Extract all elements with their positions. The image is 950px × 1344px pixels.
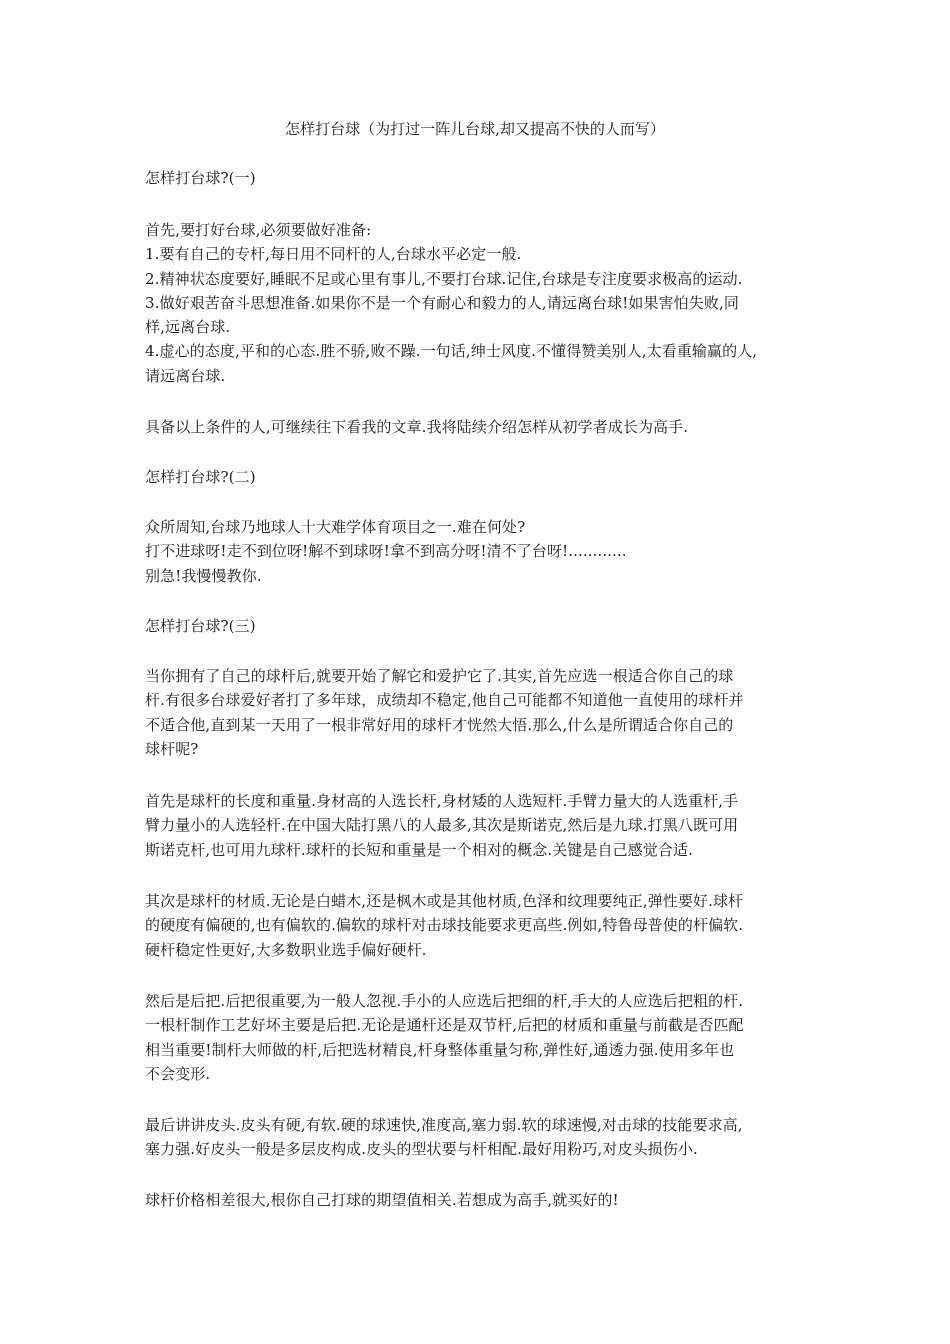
paragraph-line: 具备以上条件的人,可继续往下看我的文章.我将陆续介绍怎样从初学者成长为高手.	[145, 418, 689, 436]
paragraph-line: 其次是球杆的材质.无论是白蜡木,还是枫木或是其他材质,色泽和纹理要纯正,弹性要好.球杆	[145, 892, 744, 910]
paragraph-line: 塞力强.好皮头一般是多层皮构成.皮头的型状要与杆相配.最好用粉巧,对皮头损伤小.	[145, 1140, 698, 1159]
section-heading-3	[145, 614, 815, 638]
paragraph-continue	[145, 415, 815, 439]
paragraph-line: 然后是后把.后把很重要,为一般人忽视.手小的人应选后把细的杆,手大的人应选后把粗的杆.	[145, 992, 744, 1010]
paragraph-line: 球杆呢?	[145, 739, 199, 758]
paragraph-line: 相当重要!制杆大师做的杆,后把选材精良,杆身整体重量匀称,弹性好,通透力强.使用多年也	[145, 1040, 735, 1059]
paragraph-line: 打不进球呀!走不到位呀!解不到球呀!拿不到高分呀!清不了台呀!............	[145, 542, 627, 561]
paragraph-line: 当你拥有了自己的球杆后,就要开始了解它和爱护它了.其实,首先应选一根适合你自己的球	[145, 667, 734, 685]
list-item-1: 1.要有自己的专杆,每日用不同杆的人,台球水平必定一般.	[145, 245, 522, 264]
paragraph-line: 不会变形.	[145, 1064, 211, 1083]
paragraph-line: 硬杆稳定性更好,大多数职业选手偏好硬杆.	[145, 940, 427, 959]
paragraph-line: 众所周知,台球乃地球人十大难学体育项目之一.难在何处?	[145, 518, 526, 536]
list-item-4: 4.虚心的态度,平和的心态.胜不骄,败不躁.一句话,绅士风度.不懂得赞美别人,太看重输赢的人,	[145, 342, 758, 361]
paragraph-material	[145, 889, 815, 962]
heading-text: 怎样打台球?(一)	[145, 169, 256, 187]
list-item-4-cont: 请远离台球.	[145, 366, 226, 385]
paragraph-preparation	[145, 218, 815, 388]
document-title: 怎样打台球（为打过一阵儿台球,却又提高不快的人而写）	[285, 120, 665, 138]
heading-text: 怎样打台球?(三)	[145, 617, 256, 635]
section-heading-2	[145, 465, 815, 489]
paragraph-line: 的硬度有偏硬的,也有偏软的.偏软的球杆对击球技能要求更高些.例如,特鲁母普使的杆偏软.	[145, 916, 744, 935]
paragraph-line: 别急!我慢慢教你.	[145, 566, 262, 585]
paragraph-line: 杆.有很多台球爱好者打了多年球，成绩却不稳定,他自己可能都不知道他一直使用的球杆并	[145, 691, 744, 710]
paragraph-length-weight	[145, 789, 815, 862]
paragraph-butt	[145, 989, 815, 1086]
paragraph-difficulty	[145, 515, 815, 588]
paragraph-line: 一根杆制作工艺好坏主要是后把.无论是通杆还是双节杆,后把的材质和重量与前截是否匹配	[145, 1016, 744, 1035]
paragraph-line: 臂力量小的人选轻杆.在中国大陆打黑八的人最多,其次是斯诺克,然后是九球.打黑八既可用	[145, 816, 739, 835]
section-heading-1	[145, 166, 815, 190]
paragraph-line: 首先是球杆的长度和重量.身材高的人选长杆,身材矮的人选短杆.手臂力量大的人选重杆,手	[145, 792, 739, 810]
paragraph-line: 球杆价格相差很大,根你自己打球的期望值相关.若想成为高手,就买好的!	[145, 1191, 619, 1209]
list-item-3: 3.做好艰苦奋斗思想准备.如果你不是一个有耐心和毅力的人,请远离台球!如果害怕失败,同	[145, 293, 739, 312]
paragraph-line: 斯诺克杆,也可用九球杆.球杆的长短和重量是一个相对的概念.关键是自己感觉合适.	[145, 840, 693, 859]
list-item-2: 2.精神状态度要好,睡眠不足或心里有事儿,不要打台球.记住,台球是专注度要求极高的运动.	[145, 269, 743, 288]
heading-text: 怎样打台球?(二)	[145, 468, 256, 486]
list-item-3-cont: 样,远离台球.	[145, 318, 231, 337]
paragraph-line: 首先,要打好台球,必须要做好准备:	[145, 221, 372, 239]
paragraph-tip	[145, 1113, 815, 1162]
paragraph-price	[145, 1188, 815, 1212]
paragraph-line: 不适合他,直到某一天用了一根非常好用的球杆才恍然大悟.那么,什么是所谓适合你自己的	[145, 715, 734, 734]
paragraph-choose-cue	[145, 664, 815, 761]
paragraph-line: 最后讲讲皮头.皮头有硬,有软.硬的球速快,准度高,塞力弱.软的球速慢,对击球的技能要求高,	[145, 1116, 743, 1134]
